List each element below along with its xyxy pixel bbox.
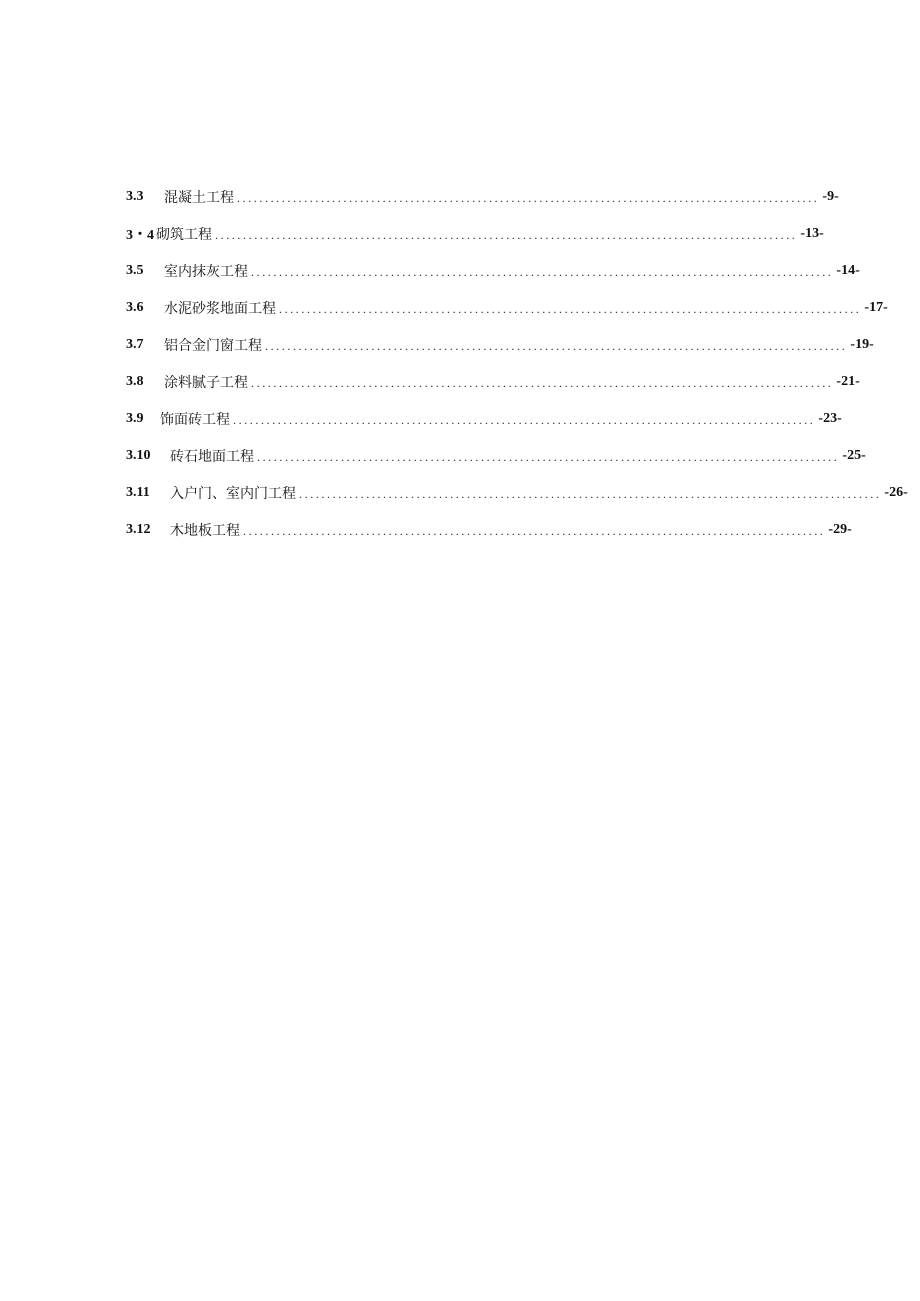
toc-entry-title: 铝合金门窗工程 (164, 337, 262, 354)
toc-entry-number: 3.6 (126, 299, 144, 315)
toc-entry-3-10[interactable] (126, 437, 866, 474)
dot-leader: ........................................................................................................ (279, 302, 862, 316)
toc-entry-number: 3.8 (126, 373, 144, 389)
toc-entry-title: 砖石地面工程 (170, 448, 254, 465)
toc-entry-title: 涂料腻子工程 (164, 374, 248, 391)
toc-entry-title: 砌筑工程 (156, 226, 212, 243)
toc-entry-page: -9- (822, 188, 839, 204)
dot-leader: ........................................................................................................ (265, 339, 848, 353)
toc-entry-number: 3.9 (126, 410, 144, 426)
toc-entry-3-8[interactable] (126, 363, 860, 400)
toc-entry-3-5[interactable] (126, 252, 860, 289)
toc-entry-page: -14- (836, 262, 860, 278)
toc-entry-page: -13- (800, 225, 824, 241)
toc-entry-number: 3.11 (126, 484, 150, 500)
toc-entry-page: -23- (818, 410, 842, 426)
dot-leader: ........................................................................................................ (233, 413, 816, 427)
dot-leader: ........................................................................................................ (257, 450, 840, 464)
toc-entry-title: 水泥砂浆地面工程 (164, 300, 276, 317)
toc-entry-3-3[interactable] (126, 178, 839, 215)
toc-entry-number: 3.5 (126, 262, 144, 278)
toc-entry-3-6[interactable] (126, 289, 888, 326)
toc-entry-3-12[interactable] (126, 511, 852, 548)
toc-entry-3-11[interactable] (126, 474, 908, 511)
toc-entry-number: 3・4 (126, 227, 154, 243)
toc-entry-number: 3.7 (126, 336, 144, 352)
dot-leader: ........................................................................................................ (299, 487, 882, 501)
toc-entry-title: 木地板工程 (170, 522, 240, 539)
toc-entry-page: -21- (836, 373, 860, 389)
table-of-contents (126, 178, 908, 548)
dot-leader: ........................................................................................................ (251, 265, 834, 279)
toc-entry-3-4[interactable] (126, 215, 824, 252)
toc-entry-page: -29- (828, 521, 852, 537)
dot-leader: ........................................................................................................ (251, 376, 834, 390)
toc-entry-number: 3.3 (126, 188, 144, 204)
toc-entry-page: -17- (864, 299, 888, 315)
toc-entry-title: 饰面砖工程 (160, 411, 230, 428)
toc-entry-page: -19- (850, 336, 874, 352)
toc-entry-title: 混凝土工程 (164, 189, 234, 206)
dot-leader: ........................................................................................................ (237, 191, 820, 205)
toc-entry-3-7[interactable] (126, 326, 874, 363)
dot-leader: ........................................................................................................ (243, 524, 826, 538)
toc-entry-title: 入户门、室内门工程 (170, 485, 296, 502)
toc-entry-page: -25- (842, 447, 866, 463)
toc-entry-number: 3.10 (126, 447, 151, 463)
dot-leader: ........................................................................................................ (215, 228, 798, 242)
toc-entry-page: -26- (884, 484, 908, 500)
toc-entry-3-9[interactable] (126, 400, 842, 437)
toc-entry-number: 3.12 (126, 521, 151, 537)
toc-entry-title: 室内抹灰工程 (164, 263, 248, 280)
